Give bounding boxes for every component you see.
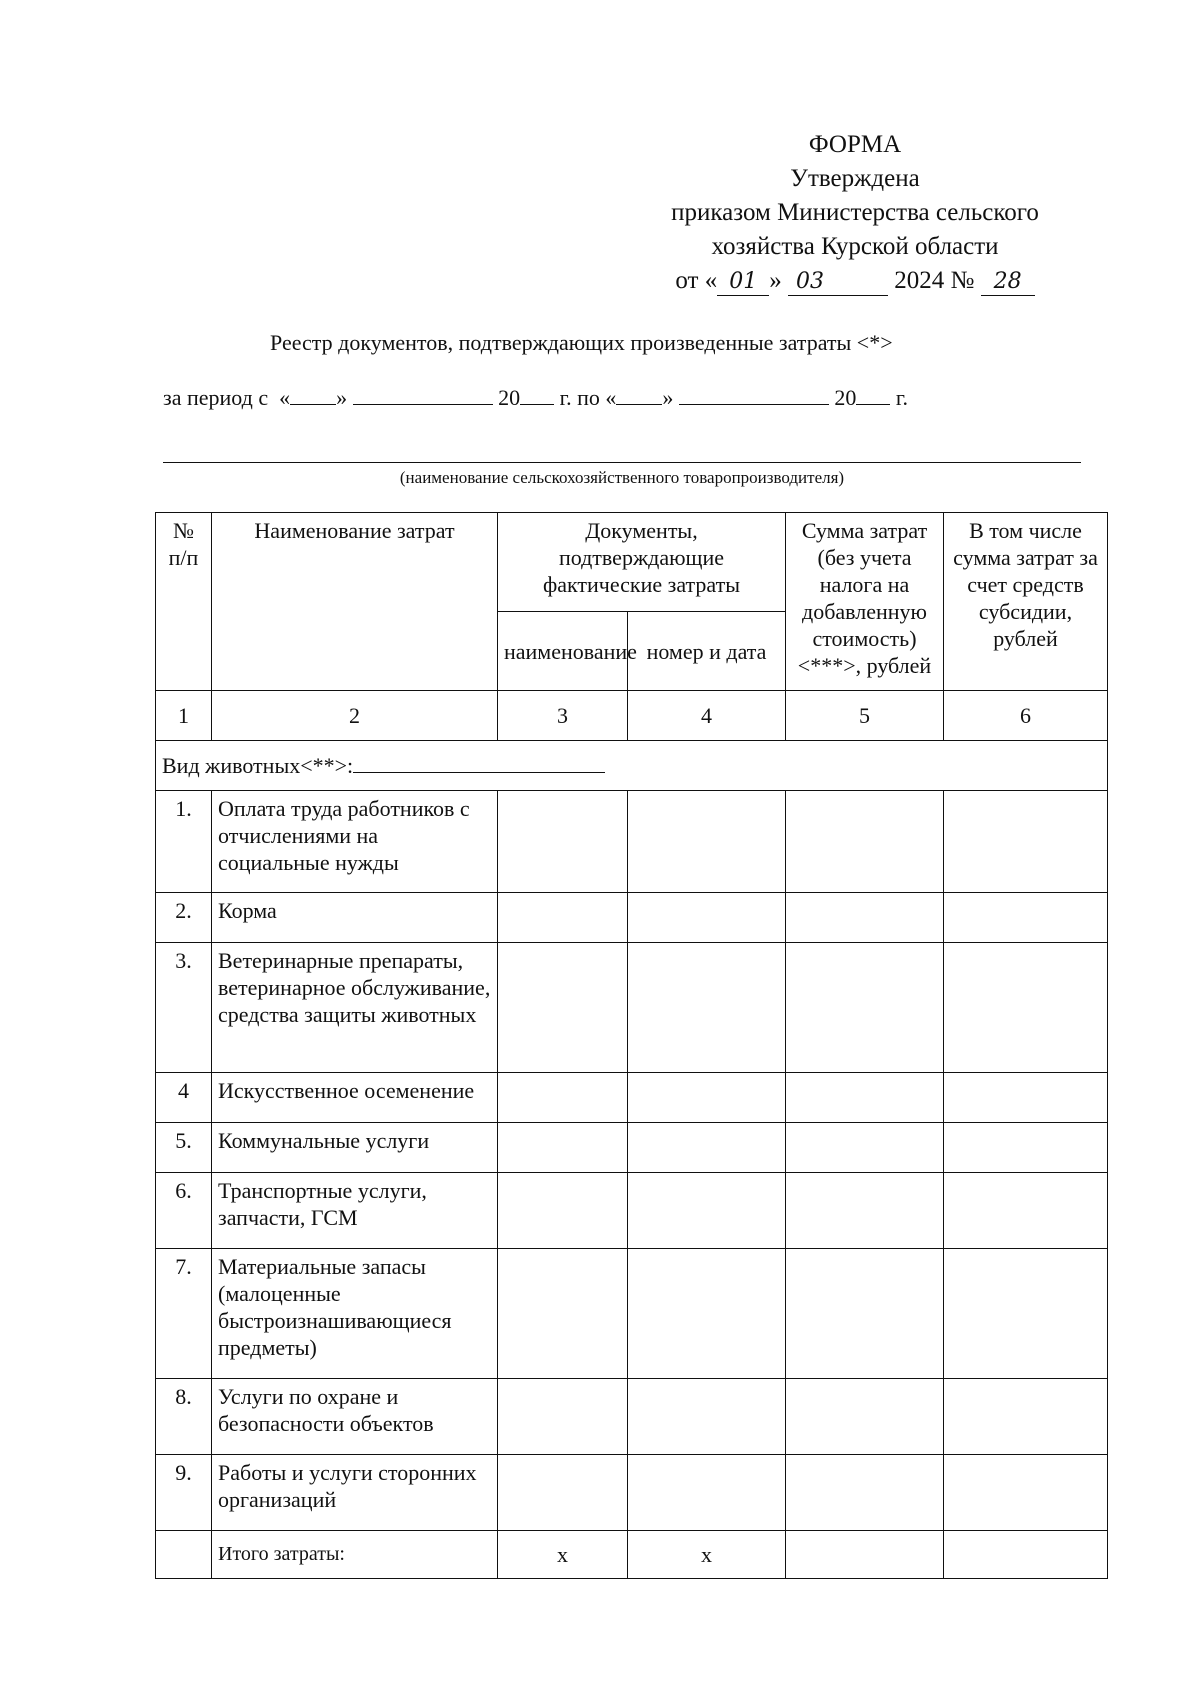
- order-line-2: хозяйства Курской области: [711, 233, 999, 260]
- total-sum-cell[interactable]: [786, 1531, 944, 1579]
- table-row: [156, 1123, 1108, 1173]
- total-doc-num-x: x: [628, 1531, 786, 1579]
- cell-doc-name[interactable]: [498, 1249, 628, 1379]
- row-expense-name: Материальные запасы (малоценные быстроизнашивающиеся предметы): [212, 1249, 498, 1379]
- order-number-field: 28: [981, 269, 1035, 296]
- quote-close: »: [769, 267, 782, 294]
- period-end-quote-close: »: [662, 385, 674, 410]
- cell-subsidy[interactable]: [944, 943, 1108, 1073]
- animals-blank[interactable]: [353, 754, 605, 773]
- cell-sum[interactable]: [786, 1173, 944, 1249]
- row-number: 2.: [156, 893, 212, 943]
- register-title: Реестр документов, подтверждающих произведенные затраты <*>: [270, 330, 893, 355]
- order-line-1: приказом Министерства сельского: [671, 199, 1039, 226]
- table-row: [156, 791, 1108, 893]
- cell-sum[interactable]: [786, 893, 944, 943]
- order-date-line: [640, 264, 1070, 298]
- cell-doc-name[interactable]: [498, 791, 628, 893]
- cell-sum[interactable]: [786, 1123, 944, 1173]
- row-number: 1.: [156, 791, 212, 893]
- cell-doc-num[interactable]: [628, 1455, 786, 1531]
- cell-subsidy[interactable]: [944, 791, 1108, 893]
- period-end-year-blank[interactable]: [856, 384, 890, 405]
- year-no: 2024 №: [894, 267, 975, 294]
- period-from-label: за период с: [163, 385, 269, 410]
- header-sum: Сумма затрат (без учета налога на добавленную стоимость) <***>, рублей: [786, 513, 944, 691]
- row-expense-name: Искусственное осеменение: [212, 1073, 498, 1123]
- row-expense-name: Транспортные услуги, запчасти, ГСМ: [212, 1173, 498, 1249]
- period-start-year-prefix: 20: [498, 385, 521, 410]
- cell-doc-num[interactable]: [628, 1173, 786, 1249]
- period-end-year-label: г.: [895, 385, 908, 410]
- total-subsidy-cell[interactable]: [944, 1531, 1108, 1579]
- cell-doc-name[interactable]: [498, 1379, 628, 1455]
- cell-doc-num[interactable]: [628, 1073, 786, 1123]
- cell-sum[interactable]: [786, 1455, 944, 1531]
- cell-subsidy[interactable]: [944, 1123, 1108, 1173]
- cell-subsidy[interactable]: [944, 1455, 1108, 1531]
- animals-row: [156, 741, 1108, 791]
- period-start-day-blank[interactable]: [290, 384, 336, 405]
- column-numbers-row: [156, 691, 1108, 741]
- approval-stamp: [640, 128, 1070, 298]
- header-docs: Документы, подтверждающие фактические затраты: [498, 513, 786, 612]
- row-expense-name: Услуги по охране и безопасности объектов: [212, 1379, 498, 1455]
- cell-doc-name[interactable]: [498, 1123, 628, 1173]
- period-end-month-blank[interactable]: [679, 384, 829, 405]
- row-number: 7.: [156, 1249, 212, 1379]
- col-number: 1: [156, 691, 212, 741]
- total-label: Итого затраты:: [212, 1531, 498, 1579]
- row-expense-name: Коммунальные услуги: [212, 1123, 498, 1173]
- row-number: 6.: [156, 1173, 212, 1249]
- row-expense-name: Корма: [212, 893, 498, 943]
- col-number: 5: [786, 691, 944, 741]
- col-number: 4: [628, 691, 786, 741]
- row-number: 8.: [156, 1379, 212, 1455]
- cell-doc-num[interactable]: [628, 893, 786, 943]
- animals-cell: [156, 741, 1108, 791]
- day-field: 01: [717, 269, 769, 296]
- cell-sum[interactable]: [786, 1249, 944, 1379]
- cell-subsidy[interactable]: [944, 893, 1108, 943]
- cell-doc-num[interactable]: [628, 791, 786, 893]
- cell-sum[interactable]: [786, 943, 944, 1073]
- table-row: [156, 1379, 1108, 1455]
- row-expense-name: Ветеринарные препараты, ветеринарное обслуживание, средства защиты животных: [212, 943, 498, 1073]
- animals-label: Вид животных<**>:: [162, 753, 354, 778]
- header-doc-name: наименование: [498, 612, 628, 691]
- row-expense-name: Работы и услуги сторонних организаций: [212, 1455, 498, 1531]
- expenses-table: [155, 512, 1108, 1579]
- header-num: № п/п: [156, 513, 212, 691]
- cell-doc-num[interactable]: [628, 1379, 786, 1455]
- cell-subsidy[interactable]: [944, 1073, 1108, 1123]
- period-line: [163, 384, 908, 411]
- row-number: 4: [156, 1073, 212, 1123]
- period-quote-open: «: [279, 385, 291, 410]
- organization-name-line[interactable]: [163, 462, 1081, 463]
- cell-doc-num[interactable]: [628, 943, 786, 1073]
- table-row: [156, 1249, 1108, 1379]
- approved-label: Утверждена: [790, 165, 920, 192]
- header-name: Наименование затрат: [212, 513, 498, 691]
- col-number: 2: [212, 691, 498, 741]
- cell-doc-name[interactable]: [498, 1073, 628, 1123]
- table-row: [156, 1073, 1108, 1123]
- period-quote-close: »: [336, 385, 348, 410]
- table-row: [156, 943, 1108, 1073]
- total-num-cell: [156, 1531, 212, 1579]
- cell-doc-name[interactable]: [498, 943, 628, 1073]
- header-doc-num: номер и дата: [628, 612, 786, 691]
- date-prefix: от «: [675, 267, 718, 294]
- cell-doc-num[interactable]: [628, 1249, 786, 1379]
- month-field: 03: [788, 269, 888, 296]
- col-number: 3: [498, 691, 628, 741]
- table-row: [156, 1173, 1108, 1249]
- period-start-year-blank[interactable]: [520, 384, 554, 405]
- table-row: [156, 893, 1108, 943]
- period-to-label: г. по «: [559, 385, 617, 410]
- form-label: ФОРМА: [808, 131, 902, 158]
- total-row: [156, 1531, 1108, 1579]
- cell-doc-name[interactable]: [498, 1173, 628, 1249]
- cell-doc-name[interactable]: [498, 893, 628, 943]
- period-end-year-prefix: 20: [834, 385, 857, 410]
- header-row-1: [156, 513, 1108, 612]
- cell-sum[interactable]: [786, 791, 944, 893]
- cell-subsidy[interactable]: [944, 1173, 1108, 1249]
- row-number: 5.: [156, 1123, 212, 1173]
- cell-sum[interactable]: [786, 1379, 944, 1455]
- period-end-day-blank[interactable]: [616, 384, 662, 405]
- total-doc-name-x: x: [498, 1531, 628, 1579]
- row-expense-name: Оплата труда работников с отчислениями на социальные нужды: [212, 791, 498, 893]
- cell-doc-num[interactable]: [628, 1123, 786, 1173]
- row-number: 3.: [156, 943, 212, 1073]
- row-number: 9.: [156, 1455, 212, 1531]
- cell-doc-name[interactable]: [498, 1455, 628, 1531]
- cell-subsidy[interactable]: [944, 1249, 1108, 1379]
- cell-subsidy[interactable]: [944, 1379, 1108, 1455]
- period-start-month-blank[interactable]: [353, 384, 493, 405]
- cell-sum[interactable]: [786, 1073, 944, 1123]
- table-row: [156, 1455, 1108, 1531]
- organization-caption: (наименование сельскохозяйственного товаропроизводителя): [399, 468, 845, 487]
- col-number: 6: [944, 691, 1108, 741]
- header-subsidy: В том числе сумма затрат за счет средств субсидии, рублей: [944, 513, 1108, 691]
